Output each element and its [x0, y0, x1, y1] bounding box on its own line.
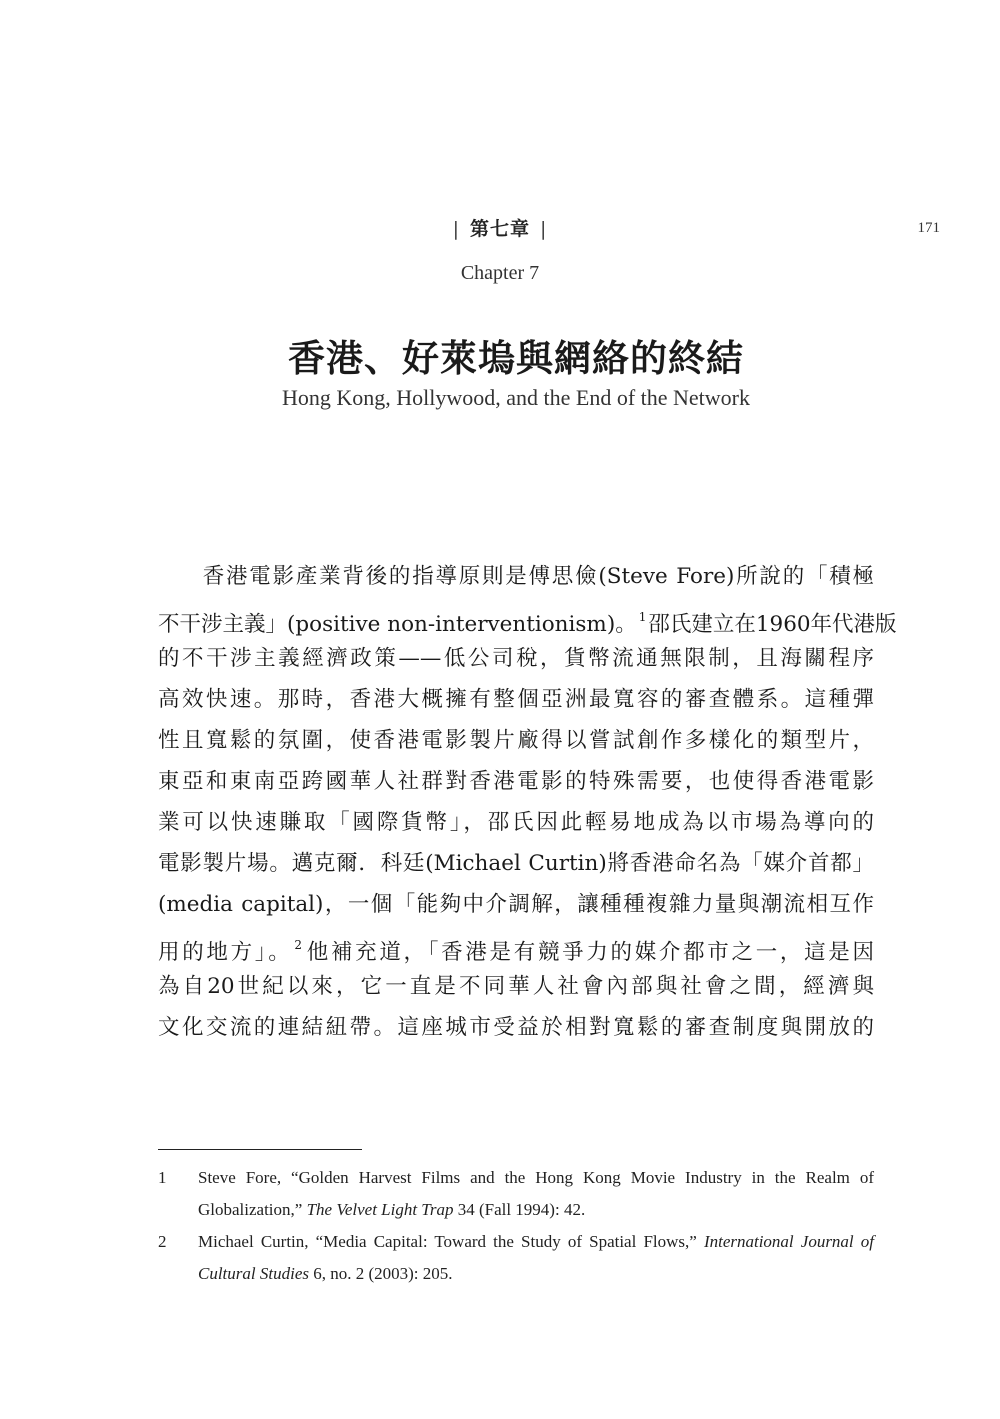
body-paragraph — [158, 556, 897, 1048]
footnote-ref-1[interactable]: 1 — [638, 610, 647, 624]
body-line: 電影製片場。邁克爾．科廷(Michael Curtin)將香港命名為「媒介首都」 — [158, 851, 874, 876]
footnote-number: 1 — [158, 1168, 167, 1187]
footnote-2 — [158, 1226, 874, 1290]
footnote-journal-title: The Velvet Light Trap — [306, 1200, 454, 1219]
body-line-text: 邵氏建立在1960年代港版 — [648, 612, 897, 637]
body-line: (media capital)，一個「能夠中介調解，讓種種複雜力量與潮流相互作 — [158, 892, 874, 917]
body-line-text: 用的地方」。 — [158, 940, 293, 965]
footnote-line: Steve Fore, “Golden Harvest Films and the Hong Kong Movie Industry in the Realm of — [198, 1168, 874, 1187]
footnote-line — [198, 1226, 874, 1258]
footnote-journal-title: Cultural Studies — [198, 1264, 309, 1283]
body-line-text: 香港電影產業背後的指導原則是傅思儉(Steve Fore)所說的「積極 — [201, 564, 874, 589]
body-line — [158, 597, 897, 638]
footnote-number: 2 — [158, 1232, 167, 1251]
footnote-separator — [158, 1149, 362, 1150]
body-line — [158, 925, 874, 966]
chapter-title-chinese: 香港、好萊塢與網絡的終結 — [288, 336, 744, 380]
body-line: 為自20世紀以來，它一直是不同華人社會內部與社會之間，經濟與 — [158, 974, 874, 999]
body-line: 文化交流的連結紐帶。這座城市受益於相對寬鬆的審查制度與開放的 — [158, 1015, 874, 1040]
body-line: 的不干涉主義經濟政策——低公司稅，貨幣流通無限制，且海關程序 — [158, 646, 874, 671]
footnote-line — [198, 1258, 874, 1290]
footnote-ref-2[interactable]: 2 — [294, 938, 303, 952]
body-line: 性且寬鬆的氛圍，使香港電影製片廠得以嘗試創作多樣化的類型片， — [158, 728, 874, 753]
chapter-english-label: Chapter 7 — [460, 262, 540, 284]
footnote-journal-title: International Journal of — [703, 1232, 874, 1251]
footnote-text: 34 (Fall 1994): 42. — [457, 1200, 586, 1219]
footnote-1 — [158, 1162, 874, 1226]
chapter-label-text: 第七章 — [469, 218, 530, 240]
body-line: 東亞和東南亞跨國華人社群對香港電影的特殊需要，也使得香港電影 — [158, 769, 874, 794]
body-line: 業可以快速賺取「國際貨幣」，邵氏因此輕易地成為以市場為導向的 — [158, 810, 874, 835]
footnote-text: Globalization,” — [198, 1200, 303, 1219]
page-number: 171 — [917, 220, 940, 236]
chapter-title-english: Hong Kong, Hollywood, and the End of the Network — [281, 385, 751, 410]
chapter-label-bar-right: | — [540, 218, 548, 240]
footnote-line — [198, 1194, 874, 1226]
chapter-label — [0, 214, 1000, 241]
body-line — [158, 556, 874, 597]
footnote-text: 6, no. 2 (2003): 205. — [313, 1264, 453, 1283]
body-line: 高效快速。那時，香港大概擁有整個亞洲最寬容的審查體系。這種彈 — [158, 687, 874, 712]
body-line-text: 不干涉主義」(positive non-interventionism)。 — [158, 612, 637, 637]
footnotes — [158, 1162, 874, 1290]
chapter-label-bar-left: | — [452, 218, 460, 240]
footnote-text: Michael Curtin, “Media Capital: Toward the Study of Spatial Flows,” — [198, 1232, 697, 1251]
body-line-text: 他補充道，「香港是有競爭力的媒介都市之一，這是因 — [304, 940, 874, 965]
